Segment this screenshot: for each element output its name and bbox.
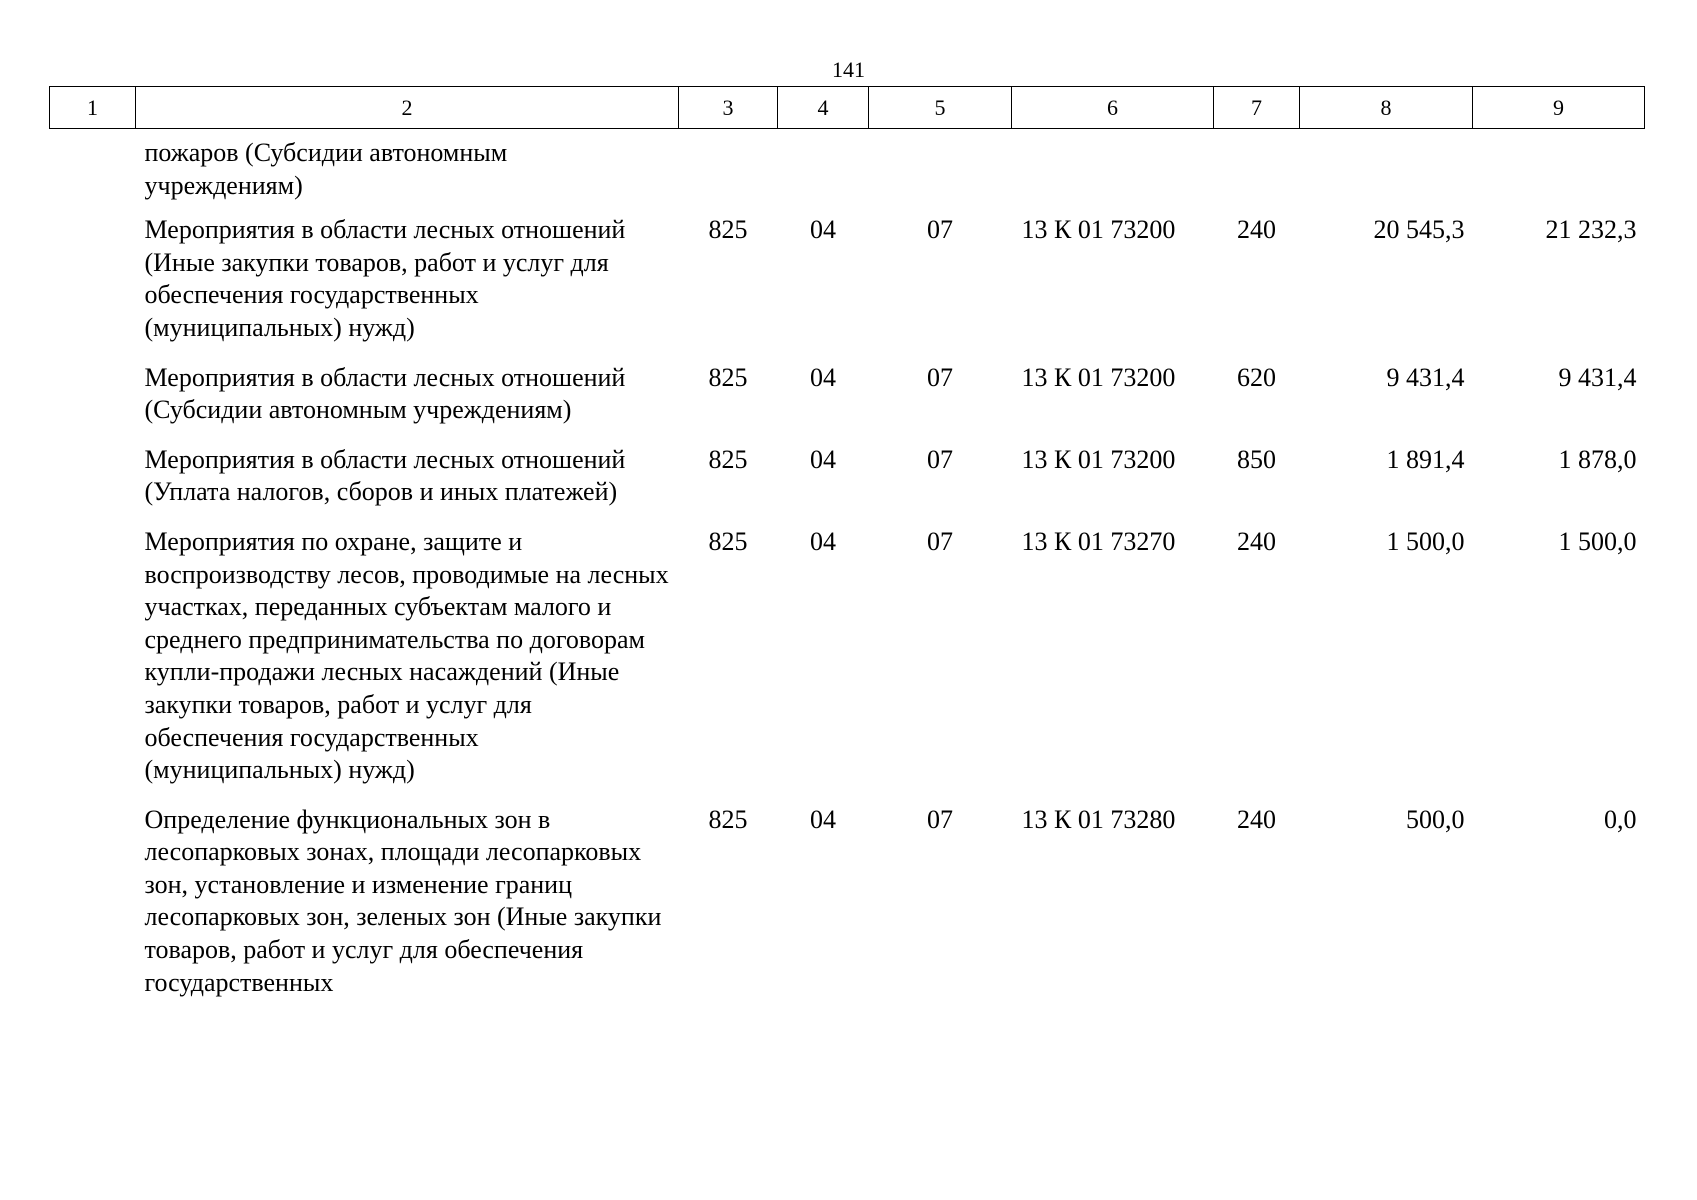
column-header: 3: [679, 87, 778, 129]
row-col9: 21 232,3: [1545, 215, 1637, 245]
row-col4: 04: [810, 362, 836, 392]
column-header: 2: [136, 87, 679, 129]
row-name: Мероприятия в области лесных отношений (Уплата налогов, сборов и иных платежей): [144, 444, 626, 507]
row-name: Определение функциональных зон в лесопарковых зонах, площади лесопарковых зон, установление и изменение границ лесопарковых зон, зеленых зон (Иные закупки товаров, работ и услуг для обеспечения государственных: [144, 804, 662, 997]
table-row: [50, 444, 1645, 526]
row-col8: 500,0: [1406, 804, 1465, 834]
row-col3: 825: [708, 526, 748, 556]
row-col8: 1 500,0: [1386, 526, 1465, 556]
row-col8: 9 431,4: [1386, 362, 1465, 392]
row-col7: 240: [1237, 526, 1276, 556]
row-col3: [679, 129, 778, 215]
column-header: 7: [1214, 87, 1300, 129]
table-header-row: [50, 87, 1645, 129]
column-header: 4: [778, 87, 869, 129]
column-header: 1: [50, 87, 136, 129]
row-col9: 1 500,0: [1558, 526, 1637, 556]
row-col6: 13 К 01 73280: [1021, 804, 1176, 834]
row-col7: 240: [1237, 804, 1276, 834]
column-header: 8: [1300, 87, 1473, 129]
row-col4: 04: [810, 526, 836, 556]
row-name: Мероприятия в области лесных отношений (Субсидии автономным учреждениям): [144, 362, 626, 425]
row-col5: 07: [927, 444, 953, 474]
row-col7: 240: [1237, 215, 1276, 245]
row-col9: 0,0: [1604, 804, 1637, 834]
row-col6: [1012, 129, 1214, 215]
row-col6: 13 К 01 73200: [1021, 215, 1176, 245]
row-col5: 07: [927, 362, 953, 392]
row-col7: 850: [1237, 444, 1276, 474]
table-row: [50, 362, 1645, 444]
row-col4: [778, 129, 869, 215]
row-col5: 07: [927, 804, 953, 834]
row-col9: [1473, 129, 1645, 215]
row-col6: 13 К 01 73200: [1021, 362, 1176, 392]
row-col3: 825: [708, 444, 748, 474]
row-col6: 13 К 01 73200: [1021, 444, 1176, 474]
column-header: 6: [1012, 87, 1214, 129]
row-col3: 825: [708, 215, 748, 245]
row-col8: [1300, 129, 1473, 215]
row-col3: 825: [708, 804, 748, 834]
budget-table: [49, 86, 1645, 1016]
column-header: 9: [1473, 87, 1645, 129]
row-col9: 1 878,0: [1558, 444, 1637, 474]
row-col9: 9 431,4: [1558, 362, 1637, 392]
table-row: [50, 804, 1645, 1017]
row-col3: 825: [708, 362, 748, 392]
row-name: пожаров (Субсидии автономным учреждениям): [144, 138, 508, 200]
table-row: [50, 526, 1645, 804]
row-col4: 04: [810, 804, 836, 834]
row-col7: [1214, 129, 1300, 215]
row-col7: 620: [1237, 362, 1276, 392]
row-name: Мероприятия в области лесных отношений (Иные закупки товаров, работ и услуг для обеспечения государственных (муниципальных) нужд): [144, 215, 626, 342]
column-header: 5: [869, 87, 1012, 129]
table-row: [50, 129, 1645, 215]
table-row: [50, 214, 1645, 361]
row-col5: [869, 129, 1012, 215]
row-col6: 13 К 01 73270: [1021, 526, 1176, 556]
row-col8: 20 545,3: [1373, 215, 1465, 245]
row-col4: 04: [810, 444, 836, 474]
row-col5: 07: [927, 526, 953, 556]
row-col8: 1 891,4: [1386, 444, 1465, 474]
row-name: Мероприятия по охране, защите и воспроизводству лесов, проводимые на лесных участках, переданных субъектам малого и среднего предпринимательства по договорам купли-продажи лесных насаждений (Иные закупки товаров, работ и услуг для обеспечения государственных (муниципальных) нужд): [144, 526, 669, 785]
page-number: 141: [832, 57, 865, 82]
row-col4: 04: [810, 215, 836, 245]
row-col5: 07: [927, 215, 953, 245]
